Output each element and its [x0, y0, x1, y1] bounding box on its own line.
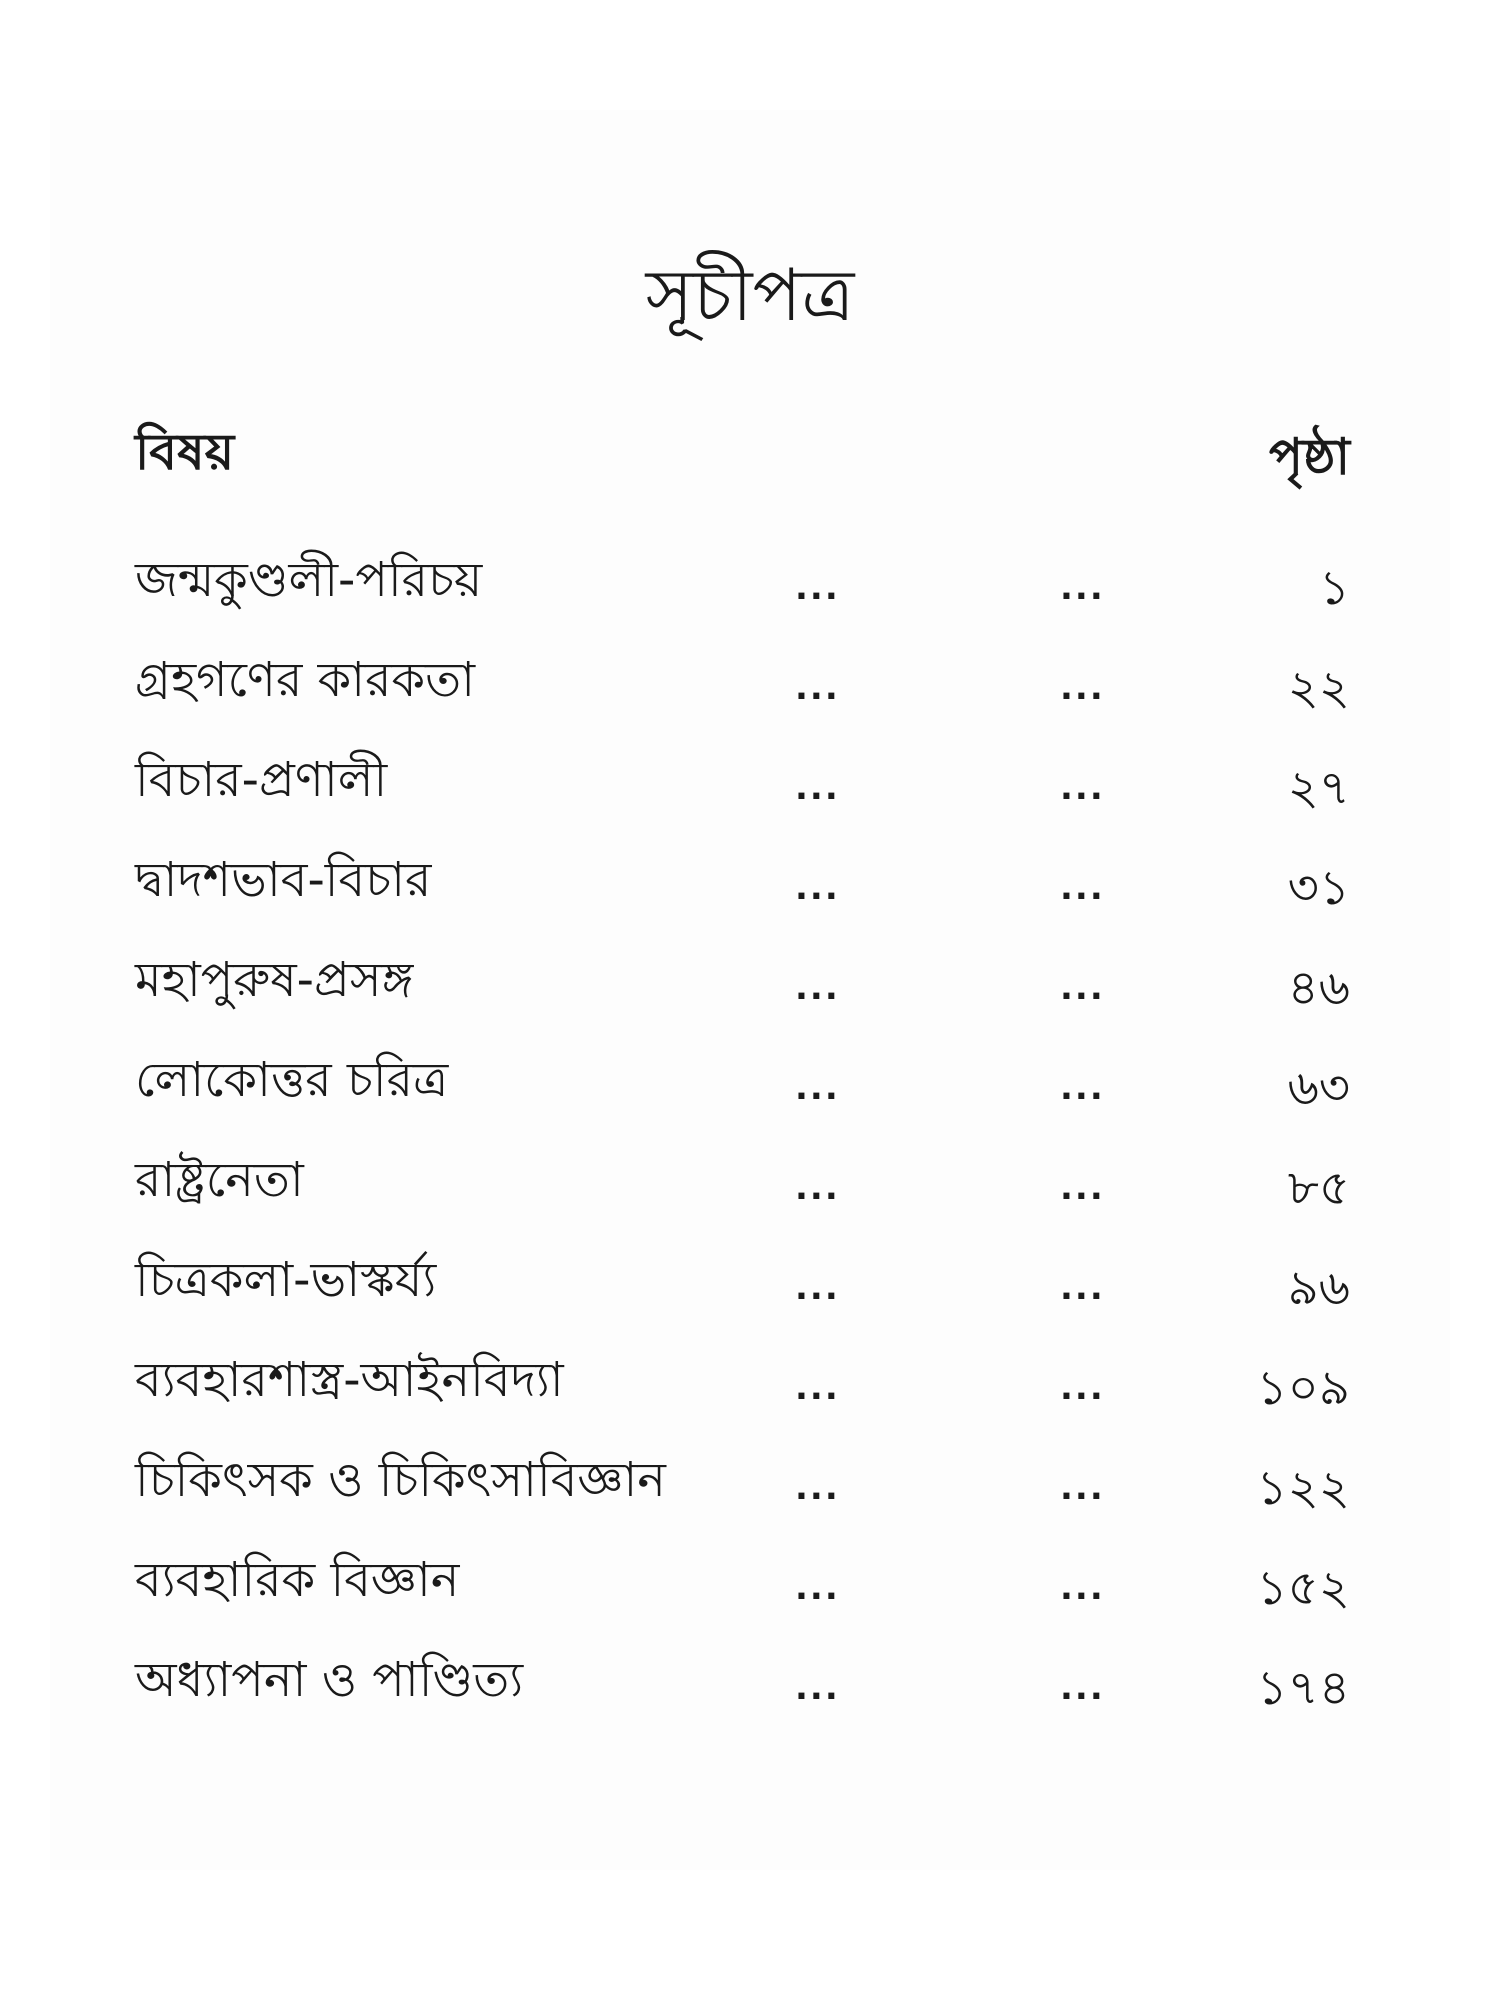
- toc-entry-title: অধ্যাপনা ও পাণ্ডিত্য: [135, 1652, 524, 1708]
- toc-entry-title: চিত্রকলা-ভাস্কর্য্য: [135, 1252, 437, 1308]
- leader-dots: ...: [795, 968, 840, 1008]
- toc-page-number: ১২২: [1256, 1460, 1350, 1516]
- toc-page-number: ১৭৪: [1256, 1660, 1350, 1716]
- leader-dots: ...: [1060, 968, 1105, 1008]
- leader-dots: ...: [795, 1468, 840, 1508]
- column-header-subject: বিষয়: [135, 423, 235, 481]
- toc-page-number: ৪৬: [1287, 960, 1350, 1016]
- toc-page-number: ১০৯: [1256, 1360, 1350, 1416]
- leader-dots: ...: [795, 1668, 840, 1708]
- column-header-page: পৃষ্ঠা: [1268, 428, 1350, 486]
- leader-dots: ...: [1060, 1668, 1105, 1708]
- toc-page-number: ৮৫: [1287, 1160, 1350, 1216]
- toc-row[interactable]: [0, 1045, 1500, 1145]
- leader-dots: ...: [1060, 568, 1105, 608]
- leader-dots: ...: [1060, 1068, 1105, 1108]
- leader-dots: ...: [1060, 868, 1105, 908]
- leader-dots: ...: [795, 1168, 840, 1208]
- leader-dots: ...: [795, 868, 840, 908]
- leader-dots: ...: [1060, 1268, 1105, 1308]
- toc-page-number: ২৭: [1287, 760, 1350, 816]
- toc-page-number: ১: [1318, 560, 1350, 616]
- toc-row[interactable]: [0, 745, 1500, 845]
- page-title: সূচীপত্র: [645, 253, 855, 337]
- toc-row[interactable]: [0, 1545, 1500, 1645]
- leader-dots: ...: [795, 1068, 840, 1108]
- leader-dots: ...: [1060, 1468, 1105, 1508]
- toc-page-number: ৯৬: [1287, 1260, 1350, 1316]
- toc-entry-title: গ্রহগণের কারকতা: [135, 652, 476, 708]
- toc-row[interactable]: [0, 645, 1500, 745]
- leader-dots: ...: [795, 668, 840, 708]
- toc-page-number: ১৫২: [1256, 1560, 1350, 1616]
- toc-entry-title: দ্বাদশভাব-বিচার: [135, 852, 432, 908]
- leader-dots: ...: [795, 568, 840, 608]
- toc-entry-title: চিকিৎসক ও চিকিৎসাবিজ্ঞান: [135, 1452, 666, 1508]
- toc-row[interactable]: [0, 1345, 1500, 1445]
- toc-row[interactable]: [0, 1645, 1500, 1745]
- toc-entry-title: বিচার-প্রণালী: [135, 752, 388, 808]
- toc-row[interactable]: [0, 1145, 1500, 1245]
- toc-row[interactable]: [0, 1445, 1500, 1545]
- toc-entry-title: লোকোত্তর চরিত্র: [135, 1052, 449, 1108]
- toc-row[interactable]: [0, 845, 1500, 945]
- toc-entry-title: রাষ্ট্রনেতা: [135, 1152, 304, 1208]
- leader-dots: ...: [795, 1568, 840, 1608]
- toc-entry-title: ব্যবহারিক বিজ্ঞান: [135, 1552, 460, 1608]
- toc-page-number: ৬৩: [1287, 1060, 1350, 1116]
- toc-list: [0, 545, 1500, 1745]
- toc-page-number: ৩১: [1287, 860, 1350, 916]
- leader-dots: ...: [795, 768, 840, 808]
- leader-dots: ...: [795, 1268, 840, 1308]
- toc-entry-title: জন্মকুণ্ডলী-পরিচয়: [135, 552, 483, 608]
- leader-dots: ...: [1060, 1168, 1105, 1208]
- toc-row[interactable]: [0, 545, 1500, 645]
- leader-dots: ...: [1060, 1568, 1105, 1608]
- toc-row[interactable]: [0, 1245, 1500, 1345]
- toc-entry-title: মহাপুরুষ-প্রসঙ্গ: [135, 952, 414, 1008]
- toc-page-number: ২২: [1287, 660, 1350, 716]
- toc-entry-title: ব্যবহারশাস্ত্র-আইনবিদ্যা: [135, 1352, 564, 1408]
- toc-row[interactable]: [0, 945, 1500, 1045]
- leader-dots: ...: [1060, 1368, 1105, 1408]
- leader-dots: ...: [1060, 768, 1105, 808]
- leader-dots: ...: [1060, 668, 1105, 708]
- leader-dots: ...: [795, 1368, 840, 1408]
